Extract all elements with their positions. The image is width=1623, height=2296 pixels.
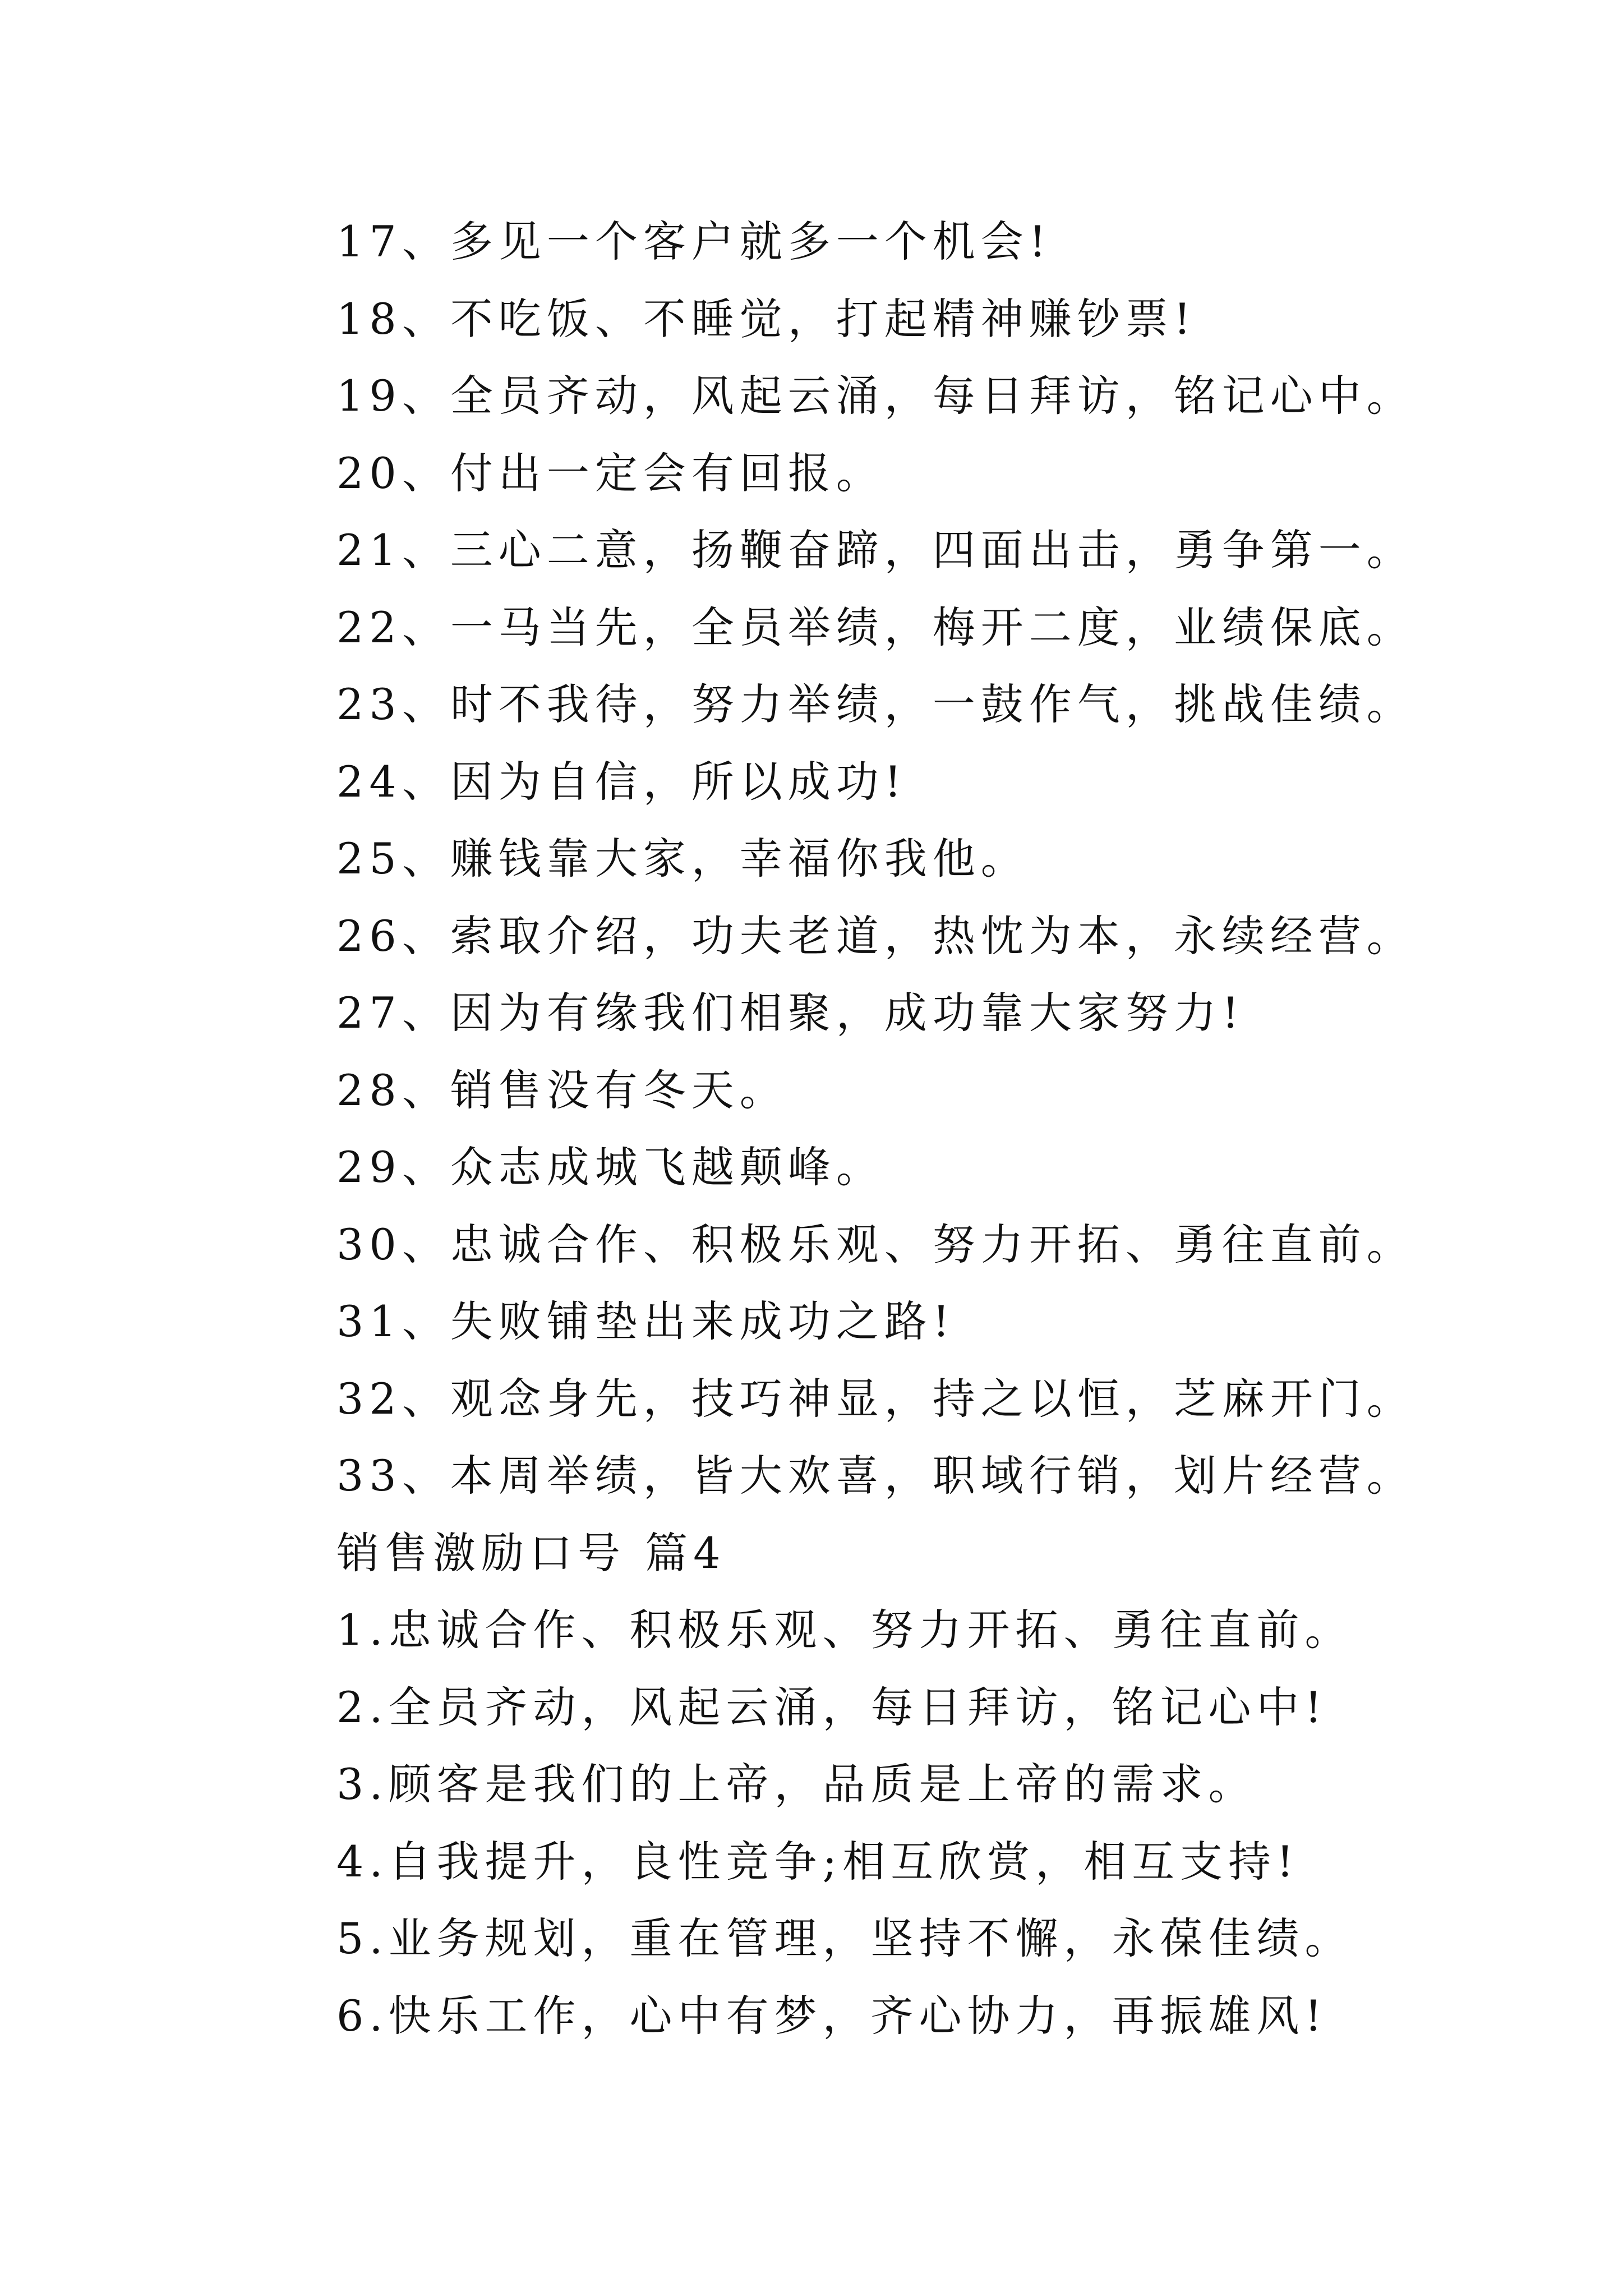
slogan-line-22: 22、一马当先，全员举绩，梅开二度，业绩保底。: [336, 602, 1415, 652]
slogan-line-33: 33、本周举绩，皆大欢喜，职域行销，划片经营。: [336, 1451, 1415, 1501]
section4-line-4: 4.自我提升，良性竞争;相互欣赏，相互支持!: [336, 1836, 1299, 1887]
slogan-line-27: 27、因为有缘我们相聚，成功靠大家努力!: [336, 988, 1245, 1038]
document-body: [336, 203, 1492, 2054]
slogan-line-31: 31、失败铺垫出来成功之路!: [336, 1296, 956, 1346]
section4-line-2: 2.全员齐动，风起云涌，每日拜访，铭记心中!: [336, 1682, 1328, 1732]
slogan-line-21: 21、三心二意，扬鞭奋蹄，四面出击，勇争第一。: [336, 525, 1415, 575]
slogan-line-30: 30、忠诚合作、积极乐观、努力开拓、勇往直前。: [336, 1219, 1415, 1269]
slogan-line-28: 28、销售没有冬天。: [336, 1065, 788, 1115]
section4-line-6: 6.快乐工作，心中有梦，齐心协力，再振雄风!: [336, 1990, 1328, 2041]
slogan-line-20: 20、付出一定会有回报。: [336, 448, 884, 498]
slogan-line-23: 23、时不我待，努力举绩，一鼓作气，挑战佳绩。: [336, 679, 1415, 729]
slogan-line-29: 29、众志成城飞越颠峰。: [336, 1142, 884, 1192]
section4-line-1: 1.忠诚合作、积极乐观、努力开拓、勇往直前。: [336, 1605, 1353, 1655]
slogan-line-26: 26、索取介绍，功夫老道，热忱为本，永续经营。: [336, 910, 1415, 961]
slogan-line-25: 25、赚钱靠大家，幸福你我他。: [336, 834, 1029, 884]
slogan-line-32: 32、观念身先，技巧神显，持之以恒，芝麻开门。: [336, 1373, 1415, 1424]
section4-line-3: 3.顾客是我们的上帝，品质是上帝的需求。: [336, 1759, 1257, 1809]
section-heading: 销售激励口号 篇4: [336, 1527, 726, 1578]
slogan-line-24: 24、因为自信，所以成功!: [336, 756, 907, 807]
slogan-line-17: 17、多见一个客户就多一个机会!: [336, 217, 1052, 266]
slogan-line-19: 19、全员齐动，风起云涌，每日拜访，铭记心中。: [336, 371, 1415, 421]
section4-line-5: 5.业务规划，重在管理，坚持不懈，永葆佳绩。: [336, 1913, 1353, 1963]
slogan-line-18: 18、不吃饭、不睡觉，打起精神赚钞票!: [336, 293, 1197, 344]
